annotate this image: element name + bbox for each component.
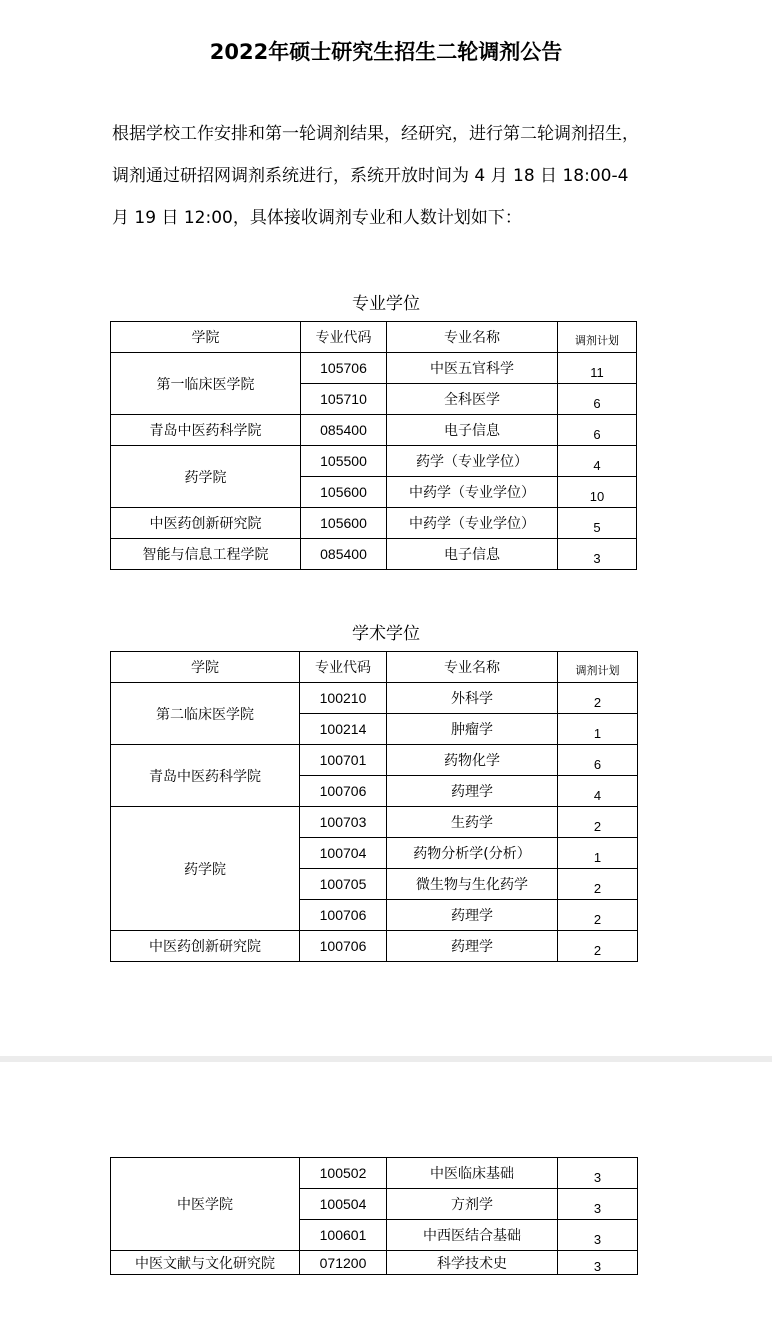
plan-cell: 2 xyxy=(558,683,638,714)
table-row xyxy=(111,931,638,962)
college-cell: 第二临床医学院 xyxy=(111,683,300,745)
intro-line-3: 月 19 日 12:00，具体接收调剂专业和人数计划如下： xyxy=(112,208,522,228)
code-cell: 071200 xyxy=(300,1251,387,1275)
major-cell: 中医临床基础 xyxy=(387,1158,558,1189)
major-cell: 中医五官科学 xyxy=(387,353,558,384)
plan-cell: 3 xyxy=(558,1251,638,1275)
header-major: 专业名称 xyxy=(387,322,558,353)
plan-cell: 1 xyxy=(558,714,638,745)
code-cell: 105600 xyxy=(301,477,387,508)
major-cell: 外科学 xyxy=(387,683,558,714)
code-cell: 100703 xyxy=(300,807,387,838)
code-cell: 085400 xyxy=(301,415,387,446)
plan-cell: 3 xyxy=(558,1158,638,1189)
table-row xyxy=(111,1158,638,1189)
major-cell: 药理学 xyxy=(387,900,558,931)
major-cell: 方剂学 xyxy=(387,1189,558,1220)
major-cell: 肿瘤学 xyxy=(387,714,558,745)
college-cell: 中医学院 xyxy=(111,1158,300,1251)
major-cell: 电子信息 xyxy=(387,539,558,570)
major-cell: 生药学 xyxy=(387,807,558,838)
code-cell: 105706 xyxy=(301,353,387,384)
major-cell: 药物分析学(分析） xyxy=(387,838,558,869)
college-cell: 第一临床医学院 xyxy=(111,353,301,415)
college-cell: 药学院 xyxy=(111,446,301,508)
table-row xyxy=(111,353,637,384)
plan-cell: 4 xyxy=(558,776,638,807)
plan-cell: 1 xyxy=(558,838,638,869)
plan-cell: 2 xyxy=(558,931,638,962)
table-row xyxy=(111,745,638,776)
plan-cell: 3 xyxy=(558,539,637,570)
college-cell: 青岛中医药科学院 xyxy=(111,415,301,446)
header-college: 学院 xyxy=(111,322,301,353)
major-cell: 电子信息 xyxy=(387,415,558,446)
code-cell: 085400 xyxy=(301,539,387,570)
code-cell: 100706 xyxy=(300,931,387,962)
plan-cell: 3 xyxy=(558,1220,638,1251)
academic-degree-table xyxy=(110,651,638,962)
code-cell: 100706 xyxy=(300,776,387,807)
header-college: 学院 xyxy=(111,652,300,683)
code-cell: 105600 xyxy=(301,508,387,539)
table-row xyxy=(111,1251,638,1275)
major-cell: 全科医学 xyxy=(387,384,558,415)
plan-cell: 2 xyxy=(558,900,638,931)
major-cell: 科学技术史 xyxy=(387,1251,558,1275)
major-cell: 药物化学 xyxy=(387,745,558,776)
table-row xyxy=(111,539,637,570)
plan-cell: 6 xyxy=(558,745,638,776)
table-row xyxy=(111,683,638,714)
major-cell: 中西医结合基础 xyxy=(387,1220,558,1251)
plan-cell: 11 xyxy=(558,353,637,384)
header-code: 专业代码 xyxy=(301,322,387,353)
document-page-2 xyxy=(0,1062,772,1318)
code-cell: 100701 xyxy=(300,745,387,776)
code-cell: 100706 xyxy=(300,900,387,931)
code-cell: 105500 xyxy=(301,446,387,477)
major-cell: 微生物与生化药学 xyxy=(387,869,558,900)
professional-degree-table xyxy=(110,321,637,570)
professional-degree-title: 专业学位 xyxy=(352,294,420,314)
plan-cell: 2 xyxy=(558,807,638,838)
intro-line-2: 调剂通过研招网调剂系统进行，系统开放时间为 4 月 18 日 18:00-4 xyxy=(112,166,629,186)
plan-cell: 6 xyxy=(558,415,637,446)
header-major: 专业名称 xyxy=(387,652,558,683)
table-row xyxy=(111,415,637,446)
intro-line-1: 根据学校工作安排和第一轮调剂结果，经研究，进行第二轮调剂招生， xyxy=(112,124,639,144)
plan-cell: 3 xyxy=(558,1189,638,1220)
major-cell: 药理学 xyxy=(387,776,558,807)
code-cell: 100210 xyxy=(300,683,387,714)
college-cell: 中医药创新研究院 xyxy=(111,931,300,962)
table-row xyxy=(111,446,637,477)
major-cell: 中药学（专业学位） xyxy=(387,508,558,539)
major-cell: 药学（专业学位） xyxy=(387,446,558,477)
page-title: 2022年硕士研究生招生二轮调剂公告 xyxy=(209,40,563,64)
college-cell: 青岛中医药科学院 xyxy=(111,745,300,807)
academic-degree-title: 学术学位 xyxy=(352,624,420,644)
major-cell: 药理学 xyxy=(387,931,558,962)
code-cell: 100504 xyxy=(300,1189,387,1220)
plan-cell: 5 xyxy=(558,508,637,539)
code-cell: 100704 xyxy=(300,838,387,869)
college-cell: 药学院 xyxy=(111,807,300,931)
plan-cell: 4 xyxy=(558,446,637,477)
header-plan: 调剂计划 xyxy=(558,322,637,353)
academic-degree-table-continued xyxy=(110,1157,638,1275)
major-cell: 中药学（专业学位） xyxy=(387,477,558,508)
college-cell: 中医药创新研究院 xyxy=(111,508,301,539)
plan-cell: 6 xyxy=(558,384,637,415)
code-cell: 100502 xyxy=(300,1158,387,1189)
code-cell: 100214 xyxy=(300,714,387,745)
table-row xyxy=(111,807,638,838)
plan-cell: 10 xyxy=(558,477,637,508)
header-code: 专业代码 xyxy=(300,652,387,683)
table-row xyxy=(111,508,637,539)
header-plan: 调剂计划 xyxy=(558,652,638,683)
plan-cell: 2 xyxy=(558,869,638,900)
college-cell: 智能与信息工程学院 xyxy=(111,539,301,570)
code-cell: 100601 xyxy=(300,1220,387,1251)
code-cell: 105710 xyxy=(301,384,387,415)
college-cell: 中医文献与文化研究院 xyxy=(111,1251,300,1275)
code-cell: 100705 xyxy=(300,869,387,900)
